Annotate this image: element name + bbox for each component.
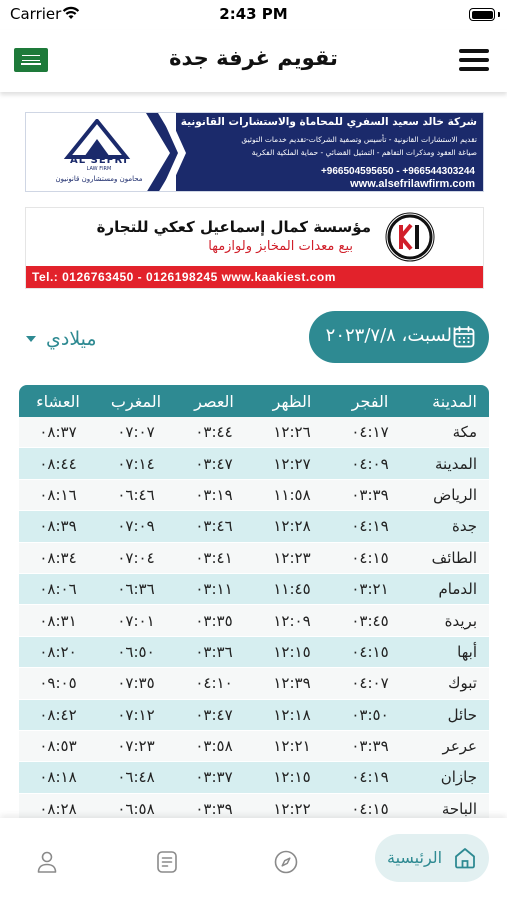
cell-fajr: ٠٤:١٥ <box>351 642 389 661</box>
cell-city: بريدة <box>444 611 477 630</box>
cell-asr: ٠٣:٤٧ <box>195 705 233 724</box>
battery-tip <box>498 12 500 17</box>
table-row <box>19 731 489 762</box>
table-row <box>19 762 489 793</box>
cell-dhuhr: ١٢:١٨ <box>273 705 311 724</box>
cell-city: حائل <box>447 705 477 724</box>
cell-isha: ٠٨:٤٢ <box>39 705 77 724</box>
table-header <box>19 385 489 417</box>
table-row <box>19 700 489 731</box>
status-bar <box>0 0 507 30</box>
cell-isha: ٠٨:٣٧ <box>39 423 77 442</box>
table-row <box>19 417 489 448</box>
kaaki-company-name: مؤسسة كمال إسماعيل كعكي للتجارة <box>96 218 371 236</box>
cell-dhuhr: ١٢:١٥ <box>273 642 311 661</box>
date-picker-button[interactable] <box>309 311 489 363</box>
cell-fajr: ٠٣:٤٥ <box>351 611 389 630</box>
cell-dhuhr: ١٢:٢٢ <box>273 799 311 818</box>
cell-city: الطائف <box>431 548 477 567</box>
kaaki-logo-icon <box>379 212 441 262</box>
header-city: المدينة <box>432 391 477 411</box>
cell-asr: ٠٣:٤١ <box>195 548 233 567</box>
cell-maghrib: ٠٧:٠٤ <box>117 548 155 567</box>
nav-home-button[interactable] <box>375 834 489 882</box>
cell-maghrib: ٠٧:٠٧ <box>117 423 155 442</box>
page-title: تقويم غرفة جدة <box>169 46 338 70</box>
cell-city: مكة <box>452 423 477 442</box>
cell-city: الباحة <box>441 799 477 818</box>
cell-maghrib: ٠٦:٥٨ <box>117 799 155 818</box>
cell-asr: ٠٣:٤٦ <box>195 517 233 536</box>
nav-home-label: الرئيسية <box>387 848 443 867</box>
cell-maghrib: ٠٧:٣٥ <box>117 674 155 693</box>
cell-maghrib: ٠٦:٤٨ <box>117 768 155 787</box>
kaaki-subtitle: بيع معدات المخابز ولوازمها <box>208 239 353 254</box>
kaaki-contact-line: Tel.: 0126763450 - 0126198245 www.kaakiest.com <box>32 270 336 284</box>
kaaki-ad-banner[interactable] <box>25 207 484 289</box>
alsefri-logo-icon <box>62 119 132 159</box>
cell-asr: ٠٣:٣٥ <box>195 611 233 630</box>
table-row <box>19 574 489 605</box>
compass-icon[interactable] <box>273 849 299 875</box>
cell-city: أبها <box>457 642 477 661</box>
cell-asr: ٠٣:٣٧ <box>195 768 233 787</box>
cell-city: الرياض <box>433 485 477 504</box>
cell-fajr: ٠٤:١٥ <box>351 548 389 567</box>
cell-isha: ٠٨:٣٩ <box>39 517 77 536</box>
alsefri-website: www.alsefrilawfirm.com <box>350 178 475 190</box>
header-maghrib: المغرب <box>110 391 162 411</box>
table-row <box>19 511 489 542</box>
cell-city: جدة <box>451 517 477 536</box>
header-asr: العصر <box>194 391 234 411</box>
table-row <box>19 668 489 699</box>
cell-asr: ٠٣:١١ <box>195 580 233 599</box>
calendar-icon <box>452 325 476 349</box>
prayer-times-table <box>19 385 489 825</box>
cell-fajr: ٠٤:١٧ <box>351 423 389 442</box>
cell-asr: ٠٣:٣٩ <box>195 799 233 818</box>
cell-isha: ٠٨:٢٠ <box>39 642 77 661</box>
cell-asr: ٠٤:١٠ <box>195 674 233 693</box>
cell-fajr: ٠٤:١٥ <box>351 799 389 818</box>
cell-fajr: ٠٤:٠٩ <box>351 454 389 473</box>
cell-maghrib: ٠٦:٥٠ <box>117 642 155 661</box>
cell-isha: ٠٨:١٨ <box>39 768 77 787</box>
header-dhuhr: الظهر <box>272 391 312 411</box>
cell-dhuhr: ١٢:٢٧ <box>273 454 311 473</box>
header-fajr: الفجر <box>351 391 389 411</box>
cell-isha: ٠٨:٤٤ <box>39 454 77 473</box>
cell-dhuhr: ١٢:١٥ <box>273 768 311 787</box>
bottom-navigation <box>0 818 507 900</box>
calendar-type-dropdown[interactable] <box>26 326 97 352</box>
cell-isha: ٠٨:٢٨ <box>39 799 77 818</box>
cell-dhuhr: ١٢:٢٦ <box>273 423 311 442</box>
hamburger-menu-button[interactable] <box>459 47 489 73</box>
cell-city: الدمام <box>438 580 477 599</box>
cell-dhuhr: ١٢:٢٨ <box>273 517 311 536</box>
calendar-type-label: ميلادي <box>46 328 97 350</box>
cell-isha: ٠٨:٠٦ <box>39 580 77 599</box>
cell-maghrib: ٠٧:٠٩ <box>117 517 155 536</box>
alsefri-services-line-2: صياغة العقود ومذكرات التفاهم - التمثيل القضائي - حماية الملكية الفكرية <box>251 148 477 157</box>
home-icon <box>453 846 477 870</box>
table-row <box>19 637 489 668</box>
kaaki-contact-strip <box>26 266 483 289</box>
cell-fajr: ٠٣:٣٩ <box>351 485 389 504</box>
caret-down-icon <box>26 336 36 342</box>
cell-city: جازان <box>440 768 477 787</box>
cell-dhuhr: ١٢:٠٩ <box>273 611 311 630</box>
cell-dhuhr: ١١:٤٥ <box>273 580 311 599</box>
cell-maghrib: ٠٧:٠١ <box>117 611 155 630</box>
table-body <box>19 417 489 825</box>
alsefri-title: شركة خالد سعيد السفري للمحاماة والاستشارات القانونية <box>180 116 477 128</box>
alsefri-logo-arabic: محامون ومستشارون قانونيون <box>55 175 143 183</box>
cell-asr: ٠٣:٥٨ <box>195 737 233 756</box>
cell-isha: ٠٩:٠٥ <box>39 674 77 693</box>
table-row <box>19 480 489 511</box>
status-time: 2:43 PM <box>219 5 288 23</box>
cell-asr: ٠٣:٣٦ <box>195 642 233 661</box>
cell-fajr: ٠٣:٥٠ <box>351 705 389 724</box>
cell-asr: ٠٣:٤٤ <box>195 423 233 442</box>
cell-city: المدينة <box>434 454 477 473</box>
profile-icon[interactable] <box>34 849 60 875</box>
table-row <box>19 448 489 479</box>
cell-maghrib: ٠٦:٤٦ <box>117 485 155 504</box>
cell-fajr: ٠٤:١٩ <box>351 517 389 536</box>
alsefri-logo-sub: LAW FIRM <box>86 166 112 172</box>
cell-asr: ٠٣:١٩ <box>195 485 233 504</box>
cell-fajr: ٠٣:٣٩ <box>351 737 389 756</box>
alsefri-phones: +966504595650 - +966544303244 <box>320 166 475 177</box>
cell-city: تبوك <box>448 674 477 693</box>
cell-isha: ٠٨:٣٤ <box>39 548 77 567</box>
cell-isha: ٠٨:٣١ <box>39 611 77 630</box>
table-row <box>19 543 489 574</box>
cell-maghrib: ٠٧:١٤ <box>117 454 155 473</box>
table-row <box>19 605 489 636</box>
cell-fajr: ٠٣:٢١ <box>351 580 389 599</box>
cell-dhuhr: ١٢:٣٩ <box>273 674 311 693</box>
cell-dhuhr: ١٢:٢١ <box>273 737 311 756</box>
cell-asr: ٠٣:٤٧ <box>195 454 233 473</box>
header-isha: العشاء <box>36 391 80 411</box>
cell-dhuhr: ١٢:٢٣ <box>273 548 311 567</box>
cell-maghrib: ٠٧:١٢ <box>117 705 155 724</box>
alsefri-ad-banner[interactable] <box>25 112 484 192</box>
cell-fajr: ٠٤:١٩ <box>351 768 389 787</box>
cell-fajr: ٠٤:٠٧ <box>351 674 389 693</box>
alsefri-logo-name: AL SEFRI <box>70 155 128 166</box>
cell-maghrib: ٠٧:٢٣ <box>117 737 155 756</box>
cell-isha: ٠٨:١٦ <box>39 485 77 504</box>
selected-date: السبت، ٢٠٢٣/٧/٨ <box>325 325 457 346</box>
cell-isha: ٠٨:٥٣ <box>39 737 77 756</box>
alsefri-services-line-1: تقديم الاستشارات القانونية - تأسيس وتصفية الشركات-تقديم خدمات التوثيق <box>241 135 477 144</box>
cell-dhuhr: ١١:٥٨ <box>273 485 311 504</box>
document-icon[interactable] <box>154 849 180 875</box>
app-header <box>0 30 507 92</box>
cell-maghrib: ٠٦:٣٦ <box>117 580 155 599</box>
carrier-label: Carrier <box>10 5 62 23</box>
cell-city: عرعر <box>442 737 477 756</box>
battery-icon <box>469 8 495 21</box>
